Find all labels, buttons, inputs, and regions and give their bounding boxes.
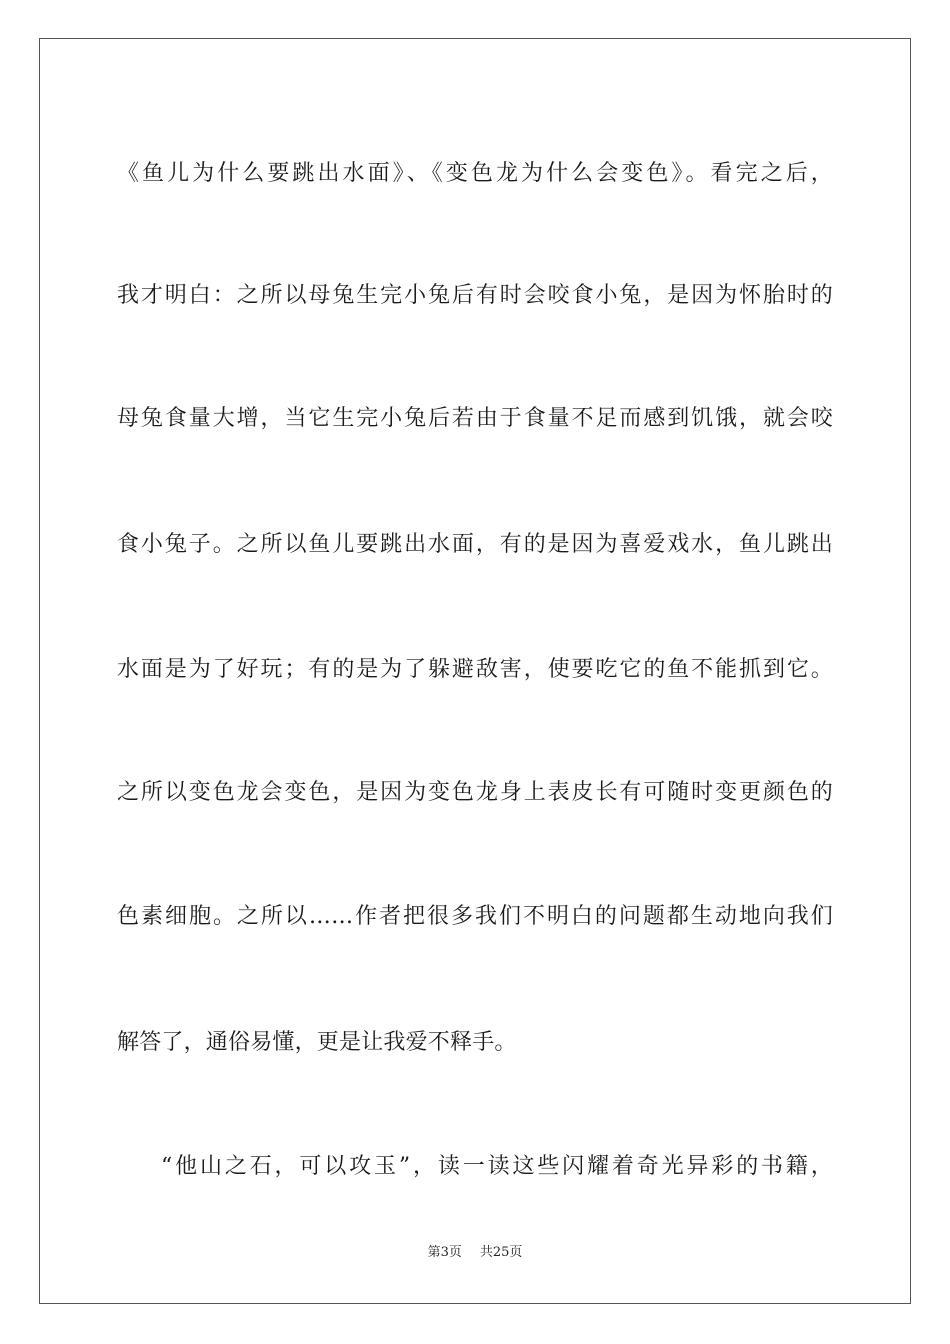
- paragraph-line: 之所以变色龙会变色，是因为变色龙身上表皮长有可随时变更颜色的: [117, 780, 833, 805]
- page-number: 第3页: [427, 1245, 462, 1260]
- paragraph-line: “他山之石，可以攻玉”，读一读这些闪耀着奇光异彩的书籍，: [161, 1154, 833, 1179]
- paragraph-line: 《鱼儿为什么要跳出水面》、《变色龙为什么会变色》。看完之后，: [117, 161, 833, 186]
- page-total: 共25页: [479, 1245, 523, 1260]
- paragraph-line: 解答了，通俗易懂，更是让我爱不释手。: [117, 1030, 517, 1055]
- paragraph-line: 我才明白：之所以母兔生完小兔后有时会咬食小兔，是因为怀胎时的: [117, 283, 833, 308]
- paragraph-line: 母兔食量大增，当它生完小兔后若由于食量不足而感到饥饿，就会咬: [117, 406, 833, 431]
- page-footer: [0, 1244, 950, 1262]
- paragraph-line: 食小兔子。之所以鱼儿要跳出水面，有的是因为喜爱戏水，鱼儿跳出: [117, 532, 833, 557]
- paragraph-line: 色素细胞。之所以……作者把很多我们不明白的问题都生动地向我们: [117, 904, 833, 929]
- paragraph-line: 水面是为了好玩；有的是为了躲避敌害，使要吃它的鱼不能抓到它。: [117, 657, 833, 682]
